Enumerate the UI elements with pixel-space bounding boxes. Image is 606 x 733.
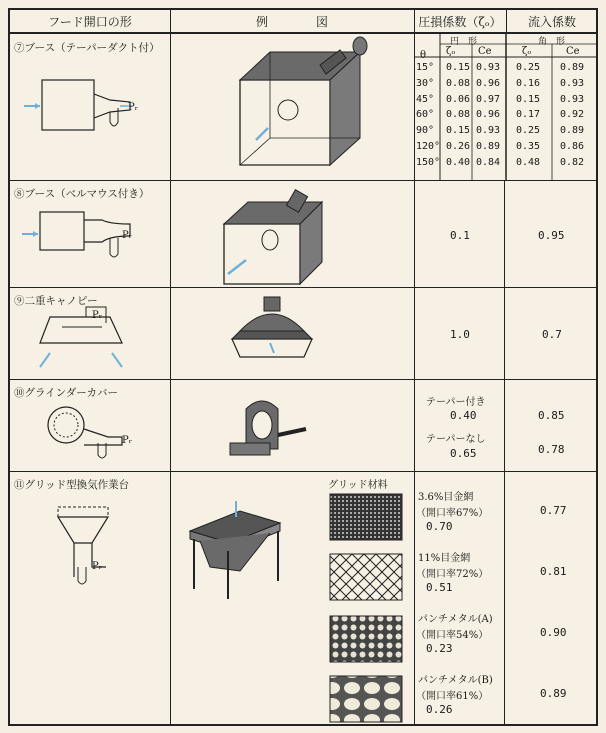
row7-angle-cell: 15°: [416, 62, 435, 73]
row7-round-zeta-cell: 0.08: [446, 77, 471, 89]
row8-schematic: [10, 180, 170, 287]
row10-ce-a: 0.85: [538, 409, 565, 422]
row11-material-zeta: 0.70: [426, 520, 453, 533]
row11-material-open-ratio: （開口率67%）: [416, 508, 489, 519]
row8-illustration: [170, 180, 414, 287]
grid-material-swatches: [322, 488, 410, 726]
row7-angle-cell: 120°: [416, 141, 441, 152]
row7-square-zeta-cell: 0.48: [516, 156, 541, 168]
row7-round-zeta-cell: 0.15: [446, 62, 471, 73]
row11-illustration: [170, 471, 330, 728]
row7-zeta-square: ζₒ: [522, 46, 532, 57]
row11-material-open-ratio: （開口率61%）: [416, 691, 489, 702]
row7-square-ce-cell: 0.92: [560, 109, 585, 121]
row7-zeta-round: ζₒ: [446, 46, 456, 57]
row11-material-ce: 0.81: [540, 565, 567, 578]
row7-ce-square: Ce: [566, 46, 580, 57]
row10-illustration: [170, 379, 414, 471]
row7-round-header: 円 形: [450, 37, 478, 47]
row7-square-zeta-cell: 0.35: [516, 141, 541, 152]
row7-square-ce-cell: 0.93: [560, 93, 585, 105]
col-divider-3b: [504, 180, 505, 724]
row11-material-ce: 0.90: [540, 626, 567, 639]
row7-title: ⑦ブース（テーパーダクト付）: [14, 42, 160, 54]
header-example: 例 図: [170, 10, 414, 34]
row7-square-ce-cell: 0.89: [560, 125, 585, 137]
row7-angle-cell: 45°: [416, 93, 435, 105]
row11-p-label: Pᵣ: [92, 561, 103, 572]
row7-round-ce-cell: 0.93: [476, 125, 501, 137]
row11-material-name: 11%目金網: [418, 553, 471, 564]
row11-material-zeta: 0.26: [426, 703, 453, 716]
row11-schematic: [10, 471, 170, 728]
row10-label-a: テーパー付き: [426, 397, 486, 408]
header-pressure-loss: 圧損係数（ζₒ）: [414, 10, 506, 34]
header-shape: フード開口の形: [10, 10, 170, 34]
row11-material-open-ratio: （開口率54%）: [416, 630, 489, 641]
row7-square-ce-cell: 0.82: [560, 156, 585, 168]
row11-material-name: パンチメタル(B): [418, 675, 493, 686]
row7-ce-round: Ce: [478, 46, 492, 57]
row7-square-zeta-cell: 0.15: [516, 93, 541, 105]
row7-square-zeta-cell: 0.17: [516, 109, 541, 121]
row7-p-label: Pᵣ: [128, 102, 139, 113]
swatch-punch-a: [330, 616, 402, 662]
row10-label-b: テーパーなし: [426, 434, 486, 445]
row7-angle-cell: 30°: [416, 77, 435, 89]
row7-round-ce-cell: 0.96: [476, 77, 501, 89]
row11-material-open-ratio: （開口率72%）: [416, 569, 489, 580]
row7-round-zeta-cell: 0.08: [446, 109, 471, 121]
row10-p-label: Pᵣ: [122, 435, 133, 446]
row7-theta-header: θ: [420, 50, 427, 61]
swatch-11-mesh: [330, 554, 402, 600]
row10-zeta-a: 0.40: [450, 409, 477, 422]
row7-angle-cell: 60°: [416, 109, 435, 121]
row11-title: ⑪グリッド型換気作業台: [14, 479, 130, 491]
row11-grid-title: グリッド材料: [328, 480, 388, 491]
row7-square-zeta-cell: 0.25: [516, 125, 541, 137]
row8-p-label: Pᵣ: [122, 230, 133, 241]
row11-material-ce: 0.89: [540, 687, 567, 700]
row7-square-ce-cell: 0.86: [560, 141, 585, 152]
row10-title: ⑩グラインダーカバー: [14, 387, 119, 399]
row7-square-ce-cell: 0.93: [560, 77, 585, 89]
row7-square-zeta-cell: 0.25: [516, 62, 541, 73]
row7-angle-cell: 90°: [416, 125, 435, 137]
coefficient-table: [8, 8, 598, 726]
row11-material-ce: 0.77: [540, 504, 567, 517]
row7-round-ce-cell: 0.93: [476, 62, 501, 73]
row10-schematic: [10, 379, 170, 471]
row9-ce: 0.7: [542, 328, 562, 341]
row7-round-ce-cell: 0.84: [476, 156, 501, 168]
row9-illustration: [170, 287, 414, 379]
row7-round-zeta-cell: 0.15: [446, 125, 471, 137]
swatch-punch-b: [330, 676, 402, 722]
header-inflow: 流入係数: [506, 10, 598, 34]
row8-title: ⑧ブース（ベルマウス付き）: [14, 188, 150, 200]
row8-zeta: 0.1: [450, 229, 470, 242]
row7-square-ce-cell: 0.89: [560, 62, 585, 73]
row7-schematic: [10, 10, 170, 180]
row9-p-label: Pᵣ: [92, 310, 103, 321]
row11-material-zeta: 0.51: [426, 581, 453, 594]
row10-ce-b: 0.78: [538, 443, 565, 456]
swatch-3-6-mesh: [330, 494, 402, 540]
row11-material-name: パンチメタル(A): [418, 614, 493, 625]
row9-zeta: 1.0: [450, 328, 470, 341]
row10-zeta-b: 0.65: [450, 447, 477, 460]
row7-round-zeta-cell: 0.26: [446, 141, 471, 152]
row7-round-ce-cell: 0.96: [476, 109, 501, 121]
row9-schematic: [10, 287, 170, 379]
row7-round-ce-cell: 0.89: [476, 141, 501, 152]
row7-round-ce-cell: 0.97: [476, 93, 501, 105]
row7-angle-cell: 150°: [416, 156, 441, 168]
row7-round-zeta-cell: 0.06: [446, 93, 471, 105]
row7-square-zeta-cell: 0.16: [516, 77, 541, 89]
row11-material-name: 3.6%目金網: [418, 492, 474, 503]
row8-ce: 0.95: [538, 229, 565, 242]
row11-material-zeta: 0.23: [426, 642, 453, 655]
row7-square-header: 角 形: [538, 37, 566, 47]
row7-illustration: [170, 10, 414, 180]
row9-title: ⑨二重キャノピー: [14, 295, 98, 307]
row7-round-zeta-cell: 0.40: [446, 156, 471, 168]
